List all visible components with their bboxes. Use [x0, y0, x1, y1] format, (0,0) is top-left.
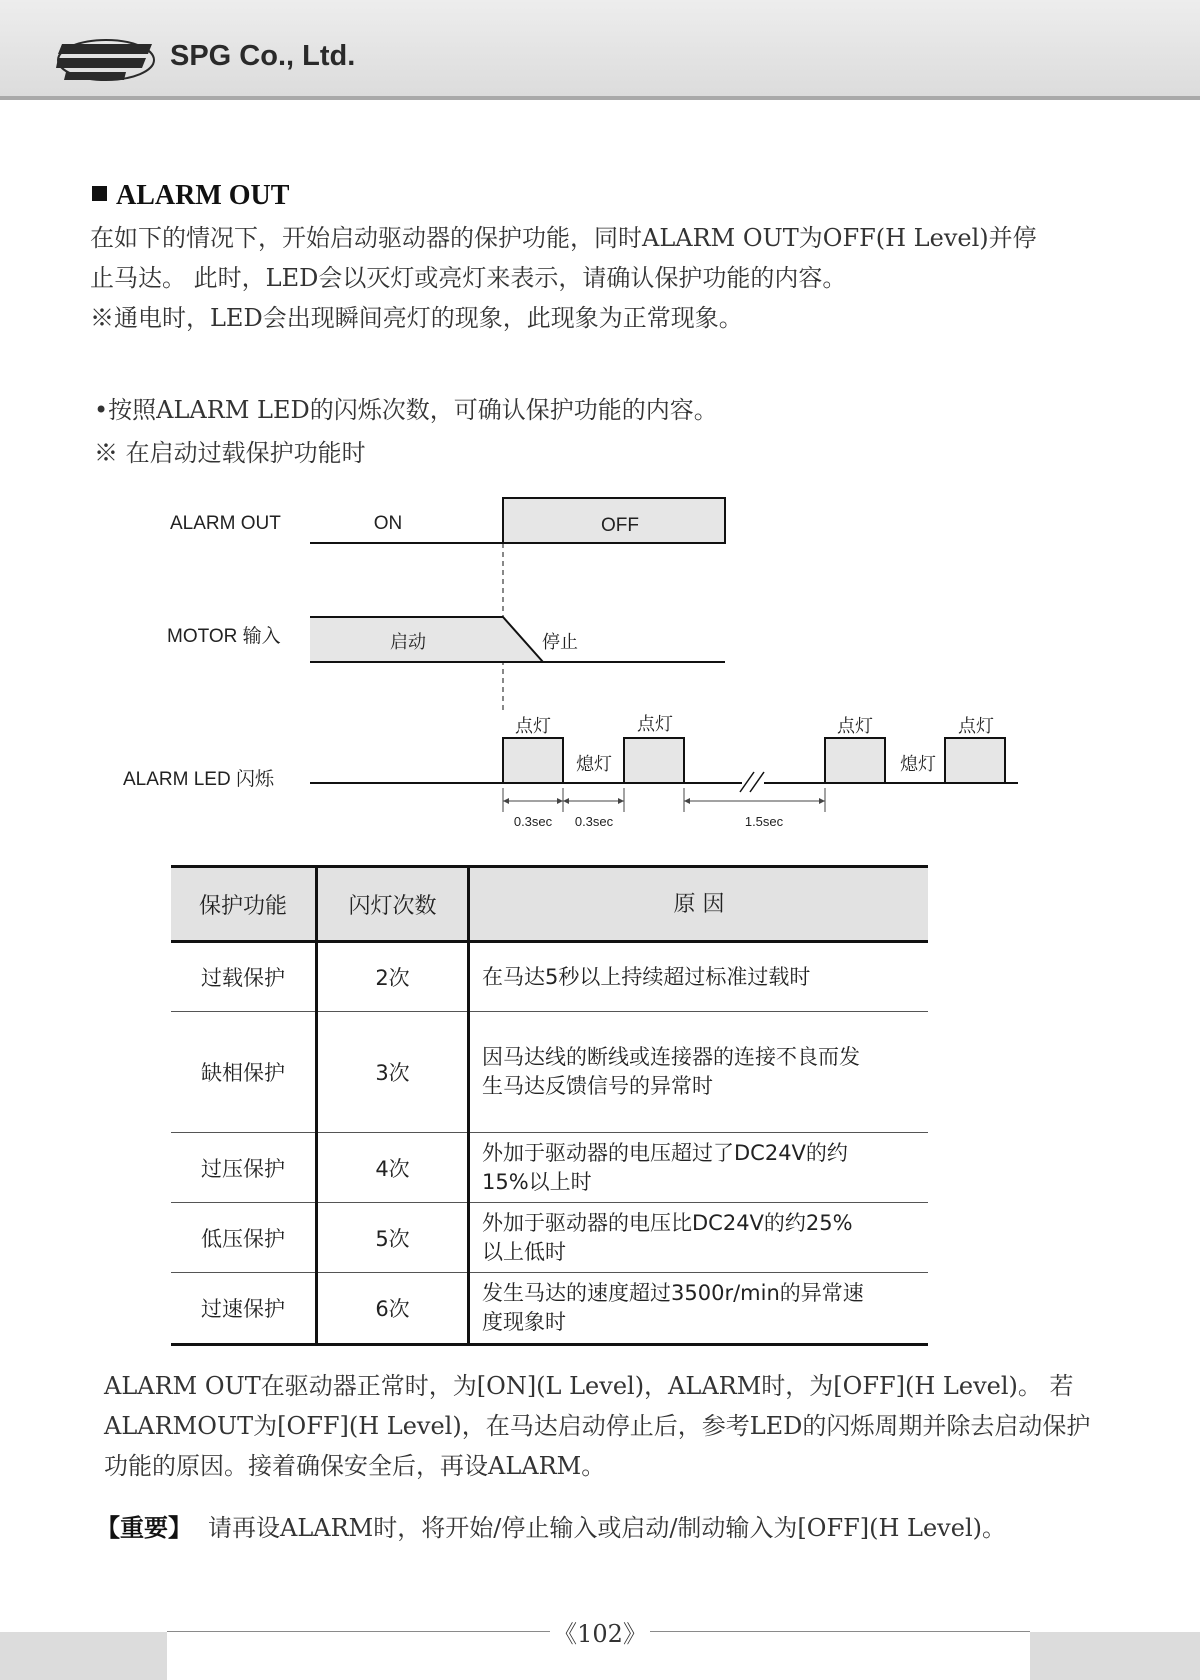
- important-note: [96, 1508, 1006, 1543]
- led-on-text: 点灯: [837, 716, 873, 736]
- column-header: 保护功能: [171, 867, 317, 942]
- important-text: 请再设ALARM时，将开始/停止输入或启动/制动输入为[OFF](H Level)。: [208, 1514, 1006, 1542]
- page-header: [0, 0, 1200, 100]
- reason-line: 15%以上时: [482, 1169, 592, 1194]
- note-line: ALARM OUT在驱动器正常时，为[ON](L Level)，ALARM时，为[OFF](H Level)。 若: [104, 1372, 1074, 1400]
- section-title: [92, 180, 289, 212]
- led-on-text: 点灯: [637, 714, 673, 734]
- count-cell: 4次: [317, 1133, 469, 1203]
- led-on-text: 点灯: [515, 716, 551, 736]
- note-paragraph: [104, 1366, 1090, 1486]
- note-line: 功能的原因。接着确保安全后，再设ALARM。: [104, 1452, 606, 1480]
- function-cell: 低压保护: [171, 1203, 317, 1273]
- led-pulse: [624, 738, 684, 783]
- note-line: ALARMOUT为[OFF](H Level)，在马达启动停止后，参考LED的闪烁周期并除去启动保护: [104, 1412, 1091, 1440]
- led-on-text: 点灯: [958, 716, 994, 736]
- reason-line: 外加于驱动器的电压超过了DC24V的约: [482, 1140, 848, 1165]
- reason-line: 在马达5秒以上持续超过标准过载时: [482, 964, 811, 989]
- page-number: 《102》: [550, 1614, 650, 1649]
- time-off-text: 0.3sec: [574, 814, 614, 829]
- table-row: [171, 1133, 928, 1203]
- intro-line: ※通电时，LED会出现瞬间亮灯的现象，此现象为正常现象。: [90, 304, 743, 332]
- reason-line: 因马达线的断线或连接器的连接不良而发: [482, 1045, 860, 1069]
- count-cell: 5次: [317, 1203, 469, 1273]
- reason-cell: [469, 1203, 929, 1273]
- alarm-led-label: ALARM LED 闪烁: [123, 769, 274, 790]
- bullet-line: •按照ALARM LED的闪烁次数，可确认保护功能的内容。: [94, 396, 718, 424]
- table-row: [171, 942, 928, 1012]
- square-bullet-icon: [92, 186, 107, 201]
- led-pulse: [503, 738, 563, 783]
- column-header: 原 因: [469, 867, 929, 942]
- protection-table: [171, 865, 928, 1346]
- time-gap-text: 1.5sec: [744, 814, 784, 829]
- reason-line: 外加于驱动器的电压比DC24V的约25%: [482, 1210, 853, 1235]
- company-name: SPG Co., Ltd.: [170, 40, 356, 72]
- footer-band-left: [0, 1632, 167, 1680]
- reason-cell: [469, 942, 929, 1012]
- footer-band-right: [1030, 1632, 1200, 1680]
- intro-line: 在如下的情况下，开始启动驱动器的保护功能，同时ALARM OUT为OFF(H Level)并停: [90, 224, 1037, 252]
- led-off-text: 熄灯: [900, 754, 936, 774]
- function-cell: 过载保护: [171, 942, 317, 1012]
- reason-cell: [469, 1273, 929, 1345]
- function-cell: 过压保护: [171, 1133, 317, 1203]
- count-cell: 6次: [317, 1273, 469, 1345]
- led-off-text: 熄灯: [576, 754, 612, 774]
- important-tag: 【重要】: [96, 1513, 192, 1542]
- alarm-on-text: ON: [373, 513, 403, 534]
- function-cell: 过速保护: [171, 1273, 317, 1345]
- table-header-row: [171, 867, 928, 942]
- intro-line: 止马达。 此时，LED会以灭灯或亮灯来表示，请确认保护功能的内容。: [90, 264, 847, 292]
- timing-diagram: [110, 480, 1030, 840]
- led-pulse: [825, 738, 885, 783]
- table-row: [171, 1203, 928, 1273]
- table-row: [171, 1012, 928, 1133]
- intro-paragraph: [90, 218, 1037, 338]
- bullet-paragraph: [94, 390, 718, 473]
- column-header: 闪灯次数: [317, 867, 469, 942]
- alarm-out-label: ALARM OUT: [170, 513, 281, 534]
- table-row: [171, 1273, 928, 1345]
- bullet-line: ※ 在启动过载保护功能时: [94, 439, 366, 467]
- section-title-text: ALARM OUT: [116, 180, 290, 211]
- reason-cell: [469, 1133, 929, 1203]
- function-cell: 缺相保护: [171, 1012, 317, 1133]
- reason-line: 发生马达的速度超过3500r/min的异常速: [482, 1281, 864, 1305]
- motor-stop-text: 停止: [542, 632, 578, 652]
- motor-label: MOTOR 输入: [167, 626, 281, 647]
- reason-line: 生马达反馈信号的异常时: [482, 1074, 713, 1098]
- reason-line: 以上低时: [482, 1239, 566, 1264]
- led-pulse: [945, 738, 1005, 783]
- count-cell: 3次: [317, 1012, 469, 1133]
- alarm-off-text: OFF: [601, 515, 639, 536]
- reason-line: 度现象时: [482, 1310, 566, 1334]
- count-cell: 2次: [317, 942, 469, 1012]
- time-on-text: 0.3sec: [513, 814, 553, 829]
- spg-logo: [56, 36, 156, 84]
- reason-cell: [469, 1012, 929, 1133]
- motor-start-text: 启动: [390, 632, 426, 652]
